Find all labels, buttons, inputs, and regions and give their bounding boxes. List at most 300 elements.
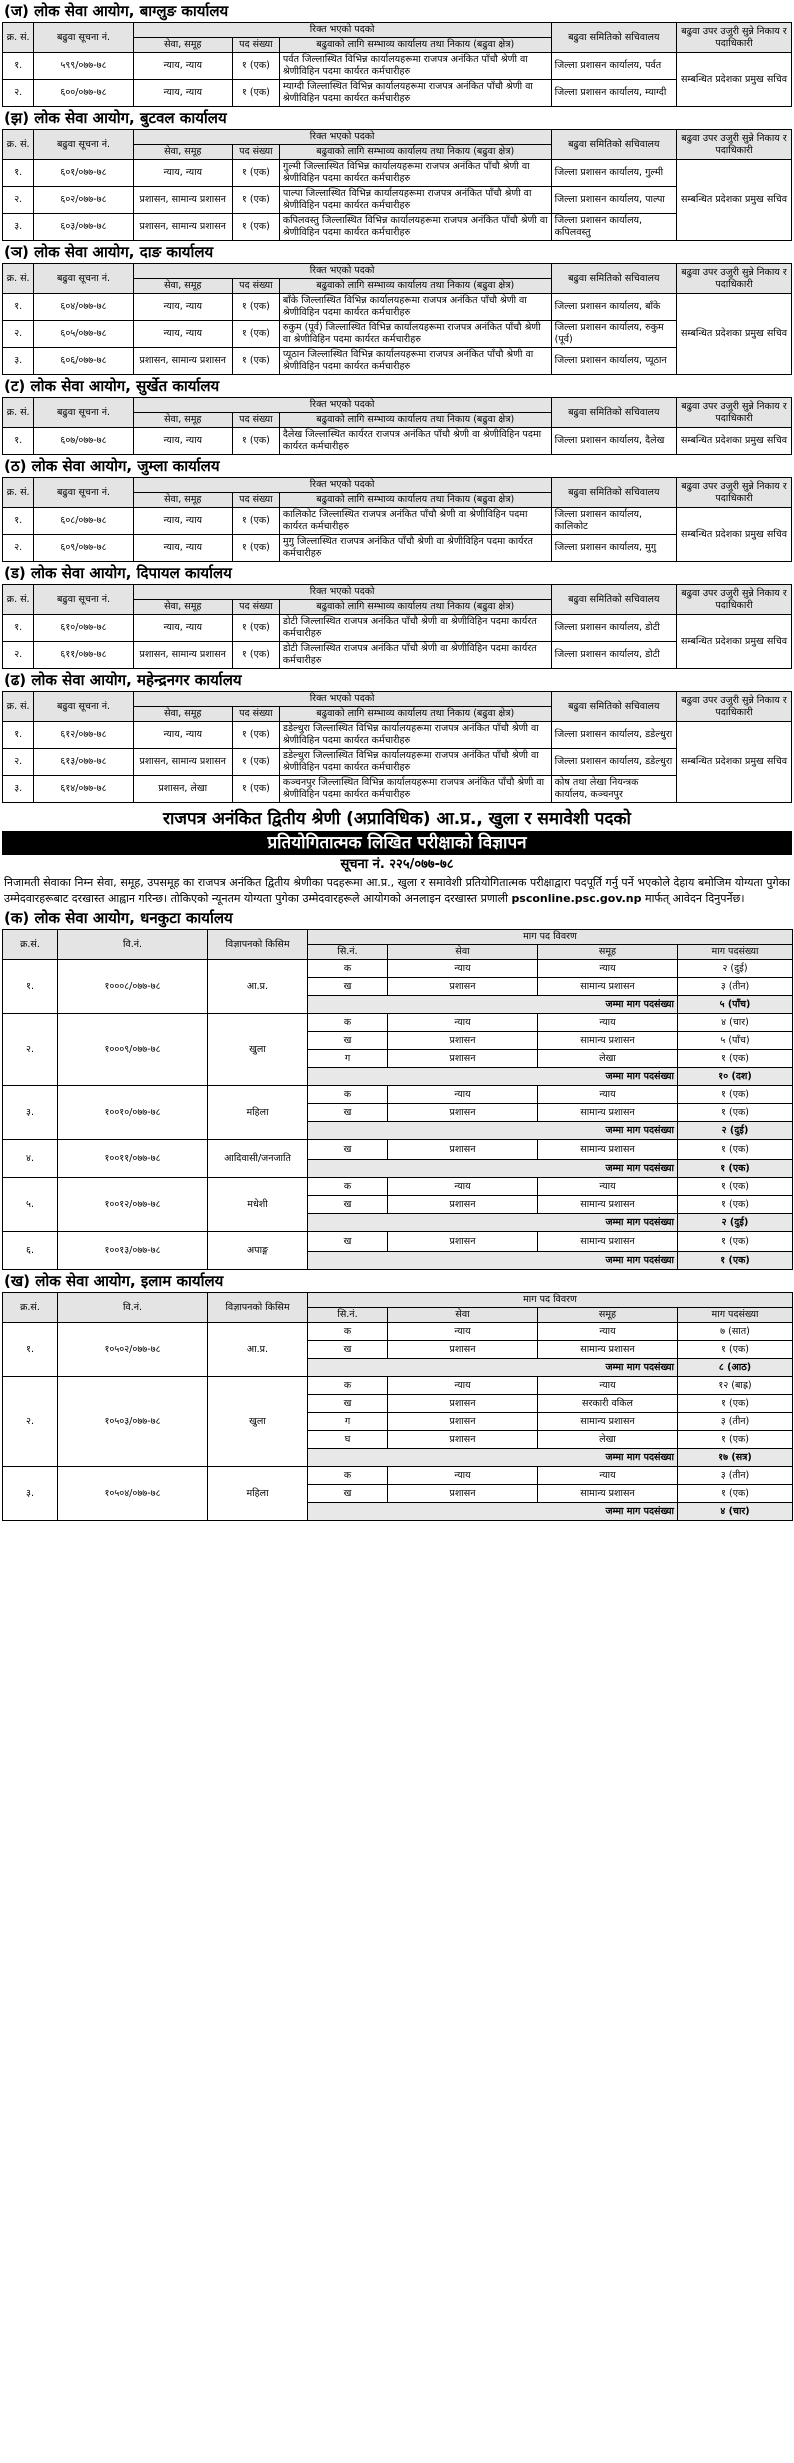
table-cell: ६०६/०७७-७८ <box>34 348 133 375</box>
table-cell: न्याय <box>388 1323 538 1341</box>
table-row <box>3 1086 793 1104</box>
header-vacancy: रिक्त भएको पदको <box>133 398 551 413</box>
table-cell: न्याय <box>538 1014 678 1032</box>
header-secretariat: बढुवा समितिको सचिवालय <box>551 23 676 53</box>
table-cell: १ (एक) <box>232 160 279 187</box>
table-cell: जिल्ला प्रशासन कार्यालय, डोटी <box>551 642 676 669</box>
table-cell: १ (एक) <box>678 1104 793 1122</box>
table-cell: प्रशासन <box>388 1104 538 1122</box>
table-cell: ३. <box>3 214 34 241</box>
table-cell: ३. <box>3 776 34 803</box>
header-eligibility: बढुवाको लागि सम्भाव्य कार्यालय तथा निकाय (बढुवा क्षेत्र) <box>279 707 551 722</box>
table-cell: प्रशासन, सामान्य प्रशासन <box>133 749 232 776</box>
ad-type-cell: अपाङ्ग <box>208 1232 308 1270</box>
banner-title: राजपत्र अनंकित द्वितीय श्रेणी (अप्राविधिक) आ.प्र., खुला र समावेशी पदको <box>163 809 631 829</box>
total-label: जम्मा माग पदसंख्या <box>308 996 678 1014</box>
table-cell: १ (एक) <box>232 535 279 562</box>
ad-number-cell: १००११/०७७-७८ <box>58 1140 208 1178</box>
table-cell: प्रशासन <box>388 1050 538 1068</box>
header-sn: क्र. सं. <box>3 23 34 53</box>
table-cell: जिल्ला प्रशासन कार्यालय, रुकुम (पूर्व) <box>551 321 676 348</box>
table-header <box>3 478 792 493</box>
ad-number-cell: १०५०३/०७७-७८ <box>58 1377 208 1467</box>
section-title: (ख) लोक सेवा आयोग, इलाम कार्यालय <box>4 1272 224 1290</box>
promotion-section <box>2 669 792 803</box>
header-sn: क्र.सं. <box>3 1293 58 1323</box>
header-group: समूह <box>538 945 678 960</box>
notice-number: सूचना नं. २२५/०७७-७८ <box>340 857 454 872</box>
table-cell: पर्वत जिल्लास्थित विभिन्न कार्यालयहरूमा राजपत्र अनंकित पाँचौ श्रेणी वा श्रेणीविहिन पदमा कार्यरत कर्मचारीहरु <box>279 53 551 80</box>
table-cell: १ (एक) <box>232 722 279 749</box>
table-cell: प्रशासन <box>388 1196 538 1214</box>
appeal-cell: सम्बन्धित प्रदेशका प्रमुख सचिव <box>677 53 792 107</box>
table-cell: क <box>308 1086 388 1104</box>
promotion-section <box>2 375 792 455</box>
table-cell: कोष तथा लेखा नियन्त्रक कार्यालय, कञ्चनपुर <box>551 776 676 803</box>
table-cell: न्याय, न्याय <box>133 321 232 348</box>
header-type: विज्ञापनको किसिम <box>208 930 308 960</box>
table-header <box>3 398 792 413</box>
promotion-section <box>2 241 792 375</box>
table-cell: न्याय <box>388 1467 538 1485</box>
header-adno: वि.नं. <box>58 1293 208 1323</box>
table-cell: क <box>308 1178 388 1196</box>
promotion-table <box>2 397 792 455</box>
table-row <box>3 722 792 749</box>
table-cell: जिल्ला प्रशासन कार्यालय, प्यूठान <box>551 348 676 375</box>
section-title: (ञ) लोक सेवा आयोग, दाङ कार्यालय <box>4 243 214 261</box>
table-cell: १ (एक) <box>678 1485 793 1503</box>
table-row <box>3 508 792 535</box>
table-cell: २. <box>3 321 34 348</box>
table-cell: जिल्ला प्रशासन कार्यालय, म्याग्दी <box>551 80 676 107</box>
header-count: पद संख्या <box>232 707 279 722</box>
header-vacancy: रिक्त भएको पदको <box>133 692 551 707</box>
header-count: पद संख्या <box>232 279 279 294</box>
header-vacancy: रिक्त भएको पदको <box>133 478 551 493</box>
promotion-table <box>2 129 792 241</box>
ad-type-cell: आ.प्र. <box>208 1323 308 1377</box>
header-eligibility: बढुवाको लागि सम्भाव्य कार्यालय तथा निकाय (बढुवा क्षेत्र) <box>279 38 551 53</box>
table-row <box>3 348 792 375</box>
table-cell: ६०३/०७७-७८ <box>34 214 133 241</box>
table-cell: न्याय, न्याय <box>133 535 232 562</box>
promotion-section <box>2 562 792 669</box>
table-cell: ५९९/०७७-७८ <box>34 53 133 80</box>
table-row <box>3 1377 793 1395</box>
table-cell: ४ (चार) <box>678 1014 793 1032</box>
table-cell: कपिलवस्तु जिल्लास्थित विभिन्न कार्यालयहरूमा राजपत्र अनंकित पाँचौ श्रेणी वा श्रेणीविहिन पदमा कार्यरत कर्मचारीहरु <box>279 214 551 241</box>
table-cell: न्याय, न्याय <box>133 615 232 642</box>
table-cell: ख <box>308 1196 388 1214</box>
table-cell: न्याय <box>388 1086 538 1104</box>
intro-paragraph <box>4 875 790 907</box>
table-row <box>3 749 792 776</box>
header-notice: बढुवा सूचना नं. <box>34 478 133 508</box>
table-cell: न्याय, न्याय <box>133 428 232 455</box>
header-appeal: बढुवा उपर उजुरी सुन्ने निकाय र पदाधिकारी <box>677 264 792 294</box>
table-cell: सामान्य प्रशासन <box>538 1413 678 1431</box>
table-cell: कालिकोट जिल्लास्थित राजपत्र अनंकित पाँचौ श्रेणी वा श्रेणीविहिन पदमा कार्यरत कर्मचारीहरु <box>279 508 551 535</box>
header-appeal: बढुवा उपर उजुरी सुन्ने निकाय र पदाधिकारी <box>677 585 792 615</box>
header-appeal: बढुवा उपर उजुरी सुन्ने निकाय र पदाधिकारी <box>677 478 792 508</box>
table-cell: १. <box>3 722 34 749</box>
header-demand: माग पद विवरण <box>308 1293 793 1308</box>
table-cell: जिल्ला प्रशासन कार्यालय, पाल्पा <box>551 187 676 214</box>
table-cell: ख <box>308 1341 388 1359</box>
ad-number-cell: १०००८/०७७-७८ <box>58 960 208 1014</box>
header-appeal: बढुवा उपर उजुरी सुन्ने निकाय र पदाधिकारी <box>677 692 792 722</box>
table-cell: क <box>308 1014 388 1032</box>
header-service: सेवा, समूह <box>133 279 232 294</box>
header-eligibility: बढुवाको लागि सम्भाव्य कार्यालय तथा निकाय (बढुवा क्षेत्र) <box>279 600 551 615</box>
table-row <box>3 1323 793 1341</box>
table-row <box>3 960 793 978</box>
table-cell: १ (एक) <box>232 294 279 321</box>
appeal-cell: सम्बन्धित प्रदेशका प्रमुख सचिव <box>677 508 792 562</box>
ad-type-cell: आ.प्र. <box>208 960 308 1014</box>
exam-table <box>2 1292 793 1521</box>
header-eligibility: बढुवाको लागि सम्भाव्य कार्यालय तथा निकाय (बढुवा क्षेत्र) <box>279 279 551 294</box>
table-header <box>3 692 792 707</box>
table-cell: ६०८/०७७-७८ <box>34 508 133 535</box>
serial-cell: २. <box>3 1377 58 1467</box>
table-cell: पाल्पा जिल्लास्थित विभिन्न कार्यालयहरूमा राजपत्र अनंकित पाँचौ श्रेणी वा श्रेणीविहिन पदमा कार्यरत कर्मचारीहरु <box>279 187 551 214</box>
table-cell: २. <box>3 535 34 562</box>
table-cell: १ (एक) <box>678 1431 793 1449</box>
table-cell: प्रशासन <box>388 1140 538 1160</box>
table-cell: सामान्य प्रशासन <box>538 1341 678 1359</box>
table-cell: १ (एक) <box>232 642 279 669</box>
table-row <box>3 1140 793 1160</box>
total-label: जम्मा माग पदसंख्या <box>308 1449 678 1467</box>
header-notice: बढुवा सूचना नं. <box>34 264 133 294</box>
table-cell: २. <box>3 80 34 107</box>
promotion-table <box>2 263 792 375</box>
serial-cell: ५. <box>3 1178 58 1232</box>
table-cell: १ (एक) <box>678 1341 793 1359</box>
table-cell: जिल्ला प्रशासन कार्यालय, डडेल्धुरा <box>551 722 676 749</box>
table-cell: १. <box>3 294 34 321</box>
section-title: (ज) लोक सेवा आयोग, बाग्लुङ कार्यालय <box>4 2 229 20</box>
ad-type-cell: आदिवासी/जनजाति <box>208 1140 308 1178</box>
header-count: माग पदसंख्या <box>678 1308 793 1323</box>
table-row <box>3 321 792 348</box>
table-cell: प्रशासन, लेखा <box>133 776 232 803</box>
table-cell: सामान्य प्रशासन <box>538 1196 678 1214</box>
table-cell: दैलेख जिल्लास्थित कार्यरत राजपत्र अनंकित पाँचौ श्रेणी वा श्रेणीविहिन पदमा कार्यरत कर्मचारीहरु <box>279 428 551 455</box>
promotion-table <box>2 22 792 107</box>
promotion-section <box>2 455 792 562</box>
section-title: (झ) लोक सेवा आयोग, बुटवल कार्यालय <box>4 109 227 127</box>
table-cell: प्रशासन <box>388 1341 538 1359</box>
table-cell: ६१३/०७७-७८ <box>34 749 133 776</box>
header-vacancy: रिक्त भएको पदको <box>133 585 551 600</box>
ad-number-cell: १००१२/०७७-७८ <box>58 1178 208 1232</box>
table-cell: प्रशासन <box>388 1032 538 1050</box>
header-eligibility: बढुवाको लागि सम्भाव्य कार्यालय तथा निकाय (बढुवा क्षेत्र) <box>279 413 551 428</box>
header-secretariat: बढुवा समितिको सचिवालय <box>551 130 676 160</box>
table-cell: प्रशासन <box>388 1413 538 1431</box>
table-cell: १२ (बाह्र) <box>678 1377 793 1395</box>
header-vacancy: रिक्त भएको पदको <box>133 130 551 145</box>
table-cell: ३ (तीन) <box>678 978 793 996</box>
header-count: पद संख्या <box>232 493 279 508</box>
table-cell: १ (एक) <box>678 1395 793 1413</box>
table-cell: ६०९/०७७-७८ <box>34 535 133 562</box>
header-notice: बढुवा सूचना नं. <box>34 692 133 722</box>
table-cell: ग <box>308 1413 388 1431</box>
table-cell: २. <box>3 642 34 669</box>
total-value: १७ (सत्र) <box>678 1449 793 1467</box>
table-cell: १ (एक) <box>232 80 279 107</box>
header-notice: बढुवा सूचना नं. <box>34 130 133 160</box>
table-cell: ३ (तीन) <box>678 1467 793 1485</box>
table-header <box>3 930 793 945</box>
table-cell: १. <box>3 53 34 80</box>
table-row <box>3 160 792 187</box>
table-cell: १ (एक) <box>232 776 279 803</box>
table-cell: ६०१/०७७-७८ <box>34 160 133 187</box>
table-row <box>3 776 792 803</box>
table-cell: सामान्य प्रशासन <box>538 1104 678 1122</box>
table-cell: क <box>308 960 388 978</box>
promotion-section <box>2 107 792 241</box>
table-cell: सामान्य प्रशासन <box>538 978 678 996</box>
serial-cell: १. <box>3 1323 58 1377</box>
header-secretariat: बढुवा समितिको सचिवालय <box>551 692 676 722</box>
table-cell: न्याय <box>388 1377 538 1395</box>
table-row <box>3 1467 793 1485</box>
ad-type-cell: खुला <box>208 1377 308 1467</box>
table-header <box>3 585 792 600</box>
ad-number-cell: १००१३/०७७-७८ <box>58 1232 208 1270</box>
ad-number-cell: १०५०४/०७७-७८ <box>58 1467 208 1521</box>
table-cell: न्याय <box>538 1086 678 1104</box>
table-cell: जिल्ला प्रशासन कार्यालय, डडेल्धुरा <box>551 749 676 776</box>
table-cell: १ (एक) <box>678 1140 793 1160</box>
table-row <box>3 428 792 455</box>
table-cell: जिल्ला प्रशासन कार्यालय, कपिलवस्तु <box>551 214 676 241</box>
table-cell: १. <box>3 508 34 535</box>
table-cell: न्याय, न्याय <box>133 80 232 107</box>
table-cell: १ (एक) <box>232 615 279 642</box>
table-cell: प्रशासन <box>388 1485 538 1503</box>
header-notice: बढुवा सूचना नं. <box>34 23 133 53</box>
ad-number-cell: १०००९/०७७-७८ <box>58 1014 208 1086</box>
header-notice: बढुवा सूचना नं. <box>34 398 133 428</box>
section-title: (क) लोक सेवा आयोग, धनकुटा कार्यालय <box>4 909 233 927</box>
intro-text: निजामती सेवाका निम्न सेवा, समूह, उपसमूह का राजपत्र अनंकित द्वितीय श्रेणीका पदहरूमा आ.प्र., खुला र समावेशी प्रतियोगितात्मक परीक्षाद्वारा पदपूर्ति गर्नु पर्ने भएकोले देहाय बमोजिम योग्यता पुगेका उम्मेदवारहरूबाट दरखास्त आह्वान गरिन्छ। तोकिएको न्यूनतम योग्यता पुगेका उम्मेदवारहरूले आयोगको अनलाइन दरखास्त प्रणाली <box>4 876 790 905</box>
ad-number-cell: १००१०/०७७-७८ <box>58 1086 208 1140</box>
total-value: २ (दुई) <box>678 1214 793 1232</box>
table-cell: ६०७/०७७-७८ <box>34 428 133 455</box>
table-cell: प्रशासन, सामान्य प्रशासन <box>133 187 232 214</box>
table-cell: न्याय <box>538 960 678 978</box>
table-cell: १ (एक) <box>678 1050 793 1068</box>
header-shi: सि.नं. <box>308 945 388 960</box>
section-title: (ट) लोक सेवा आयोग, सुर्खेत कार्यालय <box>4 377 220 395</box>
table-cell: ख <box>308 1140 388 1160</box>
table-cell: क <box>308 1467 388 1485</box>
header-demand: माग पद विवरण <box>308 930 793 945</box>
table-cell: १ (एक) <box>232 187 279 214</box>
table-cell: २ (दुई) <box>678 960 793 978</box>
intro-end: मार्फत् आवेदन दिनुपर्नेछ। <box>645 892 745 905</box>
table-row <box>3 53 792 80</box>
table-cell: सामान्य प्रशासन <box>538 1485 678 1503</box>
table-cell: डडेल्धुरा जिल्लास्थित विभिन्न कार्यालयहरूमा राजपत्र अनंकित पाँचौ श्रेणी वा श्रेणीविहिन पदमा कार्यरत कर्मचारीहरु <box>279 749 551 776</box>
table-cell: जिल्ला प्रशासन कार्यालय, पर्वत <box>551 53 676 80</box>
table-cell: क <box>308 1377 388 1395</box>
header-count: पद संख्या <box>232 145 279 160</box>
table-cell: न्याय <box>538 1323 678 1341</box>
table-cell: सामान्य प्रशासन <box>538 1232 678 1252</box>
table-cell: ५ (पाँच) <box>678 1032 793 1050</box>
header-sn: क्र. सं. <box>3 264 34 294</box>
table-row <box>3 642 792 669</box>
serial-cell: ६. <box>3 1232 58 1270</box>
header-service: सेवा, समूह <box>133 38 232 53</box>
header-appeal: बढुवा उपर उजुरी सुन्ने निकाय र पदाधिकारी <box>677 23 792 53</box>
ad-type-cell: मधेशी <box>208 1178 308 1232</box>
table-row <box>3 1014 793 1032</box>
header-count: पद संख्या <box>232 413 279 428</box>
table-cell: १ (एक) <box>232 348 279 375</box>
table-cell: मुगु जिल्लास्थित राजपत्र अनंकित पाँचौ श्रेणी वा श्रेणीविहिन पदमा कार्यरत कर्मचारीहरु <box>279 535 551 562</box>
header-secretariat: बढुवा समितिको सचिवालय <box>551 478 676 508</box>
table-cell: कञ्चनपुर जिल्लास्थित विभिन्न कार्यालयहरूमा राजपत्र अनंकित पाँचौ श्रेणी वा श्रेणीविहिन पदमा कार्यरत कर्मचारीहरु <box>279 776 551 803</box>
table-cell: ६००/०७७-७८ <box>34 80 133 107</box>
table-cell: १ (एक) <box>678 1196 793 1214</box>
header-type: विज्ञापनको किसिम <box>208 1293 308 1323</box>
total-value: ४ (चार) <box>678 1503 793 1521</box>
table-cell: ६०५/०७७-७८ <box>34 321 133 348</box>
header-sn: क्र. सं. <box>3 130 34 160</box>
header-service: सेवा <box>388 1308 538 1323</box>
serial-cell: १. <box>3 960 58 1014</box>
table-cell: १ (एक) <box>232 53 279 80</box>
table-row <box>3 187 792 214</box>
table-cell: ख <box>308 1104 388 1122</box>
table-row <box>3 80 792 107</box>
header-vacancy: रिक्त भएको पदको <box>133 264 551 279</box>
table-cell: प्रशासन <box>388 1431 538 1449</box>
table-cell: ६०२/०७७-७८ <box>34 187 133 214</box>
total-value: ८ (आठ) <box>678 1359 793 1377</box>
header-count: पद संख्या <box>232 38 279 53</box>
table-cell: प्रशासन, सामान्य प्रशासन <box>133 348 232 375</box>
total-label: जम्मा माग पदसंख्या <box>308 1122 678 1140</box>
table-cell: लेखा <box>538 1431 678 1449</box>
header-service: सेवा <box>388 945 538 960</box>
total-value: १ (एक) <box>678 1160 793 1178</box>
table-cell: प्रशासन, सामान्य प्रशासन <box>133 214 232 241</box>
header-service: सेवा, समूह <box>133 493 232 508</box>
table-cell: १. <box>3 428 34 455</box>
promotion-section <box>2 0 792 107</box>
table-cell: घ <box>308 1431 388 1449</box>
exam-section <box>2 1270 792 1521</box>
table-cell: ६११/०७७-७८ <box>34 642 133 669</box>
table-cell: न्याय, न्याय <box>133 508 232 535</box>
table-cell: सामान्य प्रशासन <box>538 1140 678 1160</box>
header-notice: बढुवा सूचना नं. <box>34 585 133 615</box>
table-cell: रुकुम (पूर्व) जिल्लास्थित विभिन्न कार्यालयहरूमा राजपत्र अनंकित पाँचौ श्रेणी वा श्रेणीविहिन पदमा कार्यरत कर्मचारीहरु <box>279 321 551 348</box>
ad-type-cell: महिला <box>208 1086 308 1140</box>
table-cell: डोटी जिल्लास्थित राजपत्र अनंकित पाँचौ श्रेणी वा श्रेणीविहिन पदमा कार्यरत कर्मचारीहरु <box>279 615 551 642</box>
section-title: (ठ) लोक सेवा आयोग, जुम्ला कार्यालय <box>4 457 220 475</box>
table-header <box>3 1293 793 1308</box>
table-header <box>3 264 792 279</box>
table-cell: जिल्ला प्रशासन कार्यालय, गुल्मी <box>551 160 676 187</box>
serial-cell: ३. <box>3 1467 58 1521</box>
table-cell: गुल्मी जिल्लास्थित विभिन्न कार्यालयहरूमा राजपत्र अनंकित पाँचौ श्रेणी वा श्रेणीविहिन पदमा कार्यरत कर्मचारीहरु <box>279 160 551 187</box>
table-row <box>3 1232 793 1252</box>
promotion-table <box>2 477 792 562</box>
table-cell: ६१०/०७७-७८ <box>34 615 133 642</box>
table-cell: जिल्ला प्रशासन कार्यालय, मुगु <box>551 535 676 562</box>
table-cell: बाँके जिल्लास्थित विभिन्न कार्यालयहरूमा राजपत्र अनंकित पाँचौ श्रेणी वा श्रेणीविहिन पदमा कार्यरत कर्मचारीहरु <box>279 294 551 321</box>
header-adno: वि.नं. <box>58 930 208 960</box>
banner-subtitle: प्रतियोगितात्मक लिखित परीक्षाको विज्ञापन <box>2 831 792 855</box>
total-label: जम्मा माग पदसंख्या <box>308 1214 678 1232</box>
section-title: (ढ) लोक सेवा आयोग, महेन्द्रनगर कार्यालय <box>4 671 242 689</box>
table-header <box>3 130 792 145</box>
table-cell: डडेल्धुरा जिल्लास्थित विभिन्न कार्यालयहरूमा राजपत्र अनंकित पाँचौ श्रेणी वा श्रेणीविहिन पदमा कार्यरत कर्मचारीहरु <box>279 722 551 749</box>
table-cell: १ (एक) <box>232 508 279 535</box>
table-row <box>3 214 792 241</box>
total-label: जम्मा माग पदसंख्या <box>308 1068 678 1086</box>
table-cell: ग <box>308 1050 388 1068</box>
header-appeal: बढुवा उपर उजुरी सुन्ने निकाय र पदाधिकारी <box>677 398 792 428</box>
table-cell: न्याय <box>538 1467 678 1485</box>
online-portal-link: psconline.psc.gov.np <box>511 892 642 905</box>
advertisement-banner <box>2 807 792 875</box>
table-cell: ख <box>308 1032 388 1050</box>
header-sn: क्र.सं. <box>3 930 58 960</box>
table-cell: जिल्ला प्रशासन कार्यालय, बाँके <box>551 294 676 321</box>
total-label: जम्मा माग पदसंख्या <box>308 1160 678 1178</box>
table-cell: न्याय <box>538 1377 678 1395</box>
total-label: जम्मा माग पदसंख्या <box>308 1503 678 1521</box>
header-eligibility: बढुवाको लागि सम्भाव्य कार्यालय तथा निकाय (बढुवा क्षेत्र) <box>279 493 551 508</box>
ad-number-cell: १०५०२/०७७-७८ <box>58 1323 208 1377</box>
table-cell: प्रशासन <box>388 978 538 996</box>
header-sn: क्र. सं. <box>3 585 34 615</box>
table-cell: न्याय, न्याय <box>133 53 232 80</box>
appeal-cell: सम्बन्धित प्रदेशका प्रमुख सचिव <box>677 615 792 669</box>
appeal-cell: सम्बन्धित प्रदेशका प्रमुख सचिव <box>677 722 792 803</box>
table-cell: ख <box>308 978 388 996</box>
table-cell: २. <box>3 749 34 776</box>
header-secretariat: बढुवा समितिको सचिवालय <box>551 264 676 294</box>
table-cell: १ (एक) <box>232 321 279 348</box>
header-secretariat: बढुवा समितिको सचिवालय <box>551 398 676 428</box>
exam-section <box>2 907 792 1270</box>
table-cell: प्रशासन, सामान्य प्रशासन <box>133 642 232 669</box>
header-eligibility: बढुवाको लागि सम्भाव्य कार्यालय तथा निकाय (बढुवा क्षेत्र) <box>279 145 551 160</box>
table-row <box>3 1178 793 1196</box>
table-cell: जिल्ला प्रशासन कार्यालय, कालिकोट <box>551 508 676 535</box>
table-cell: ख <box>308 1485 388 1503</box>
table-row <box>3 535 792 562</box>
appeal-cell: सम्बन्धित प्रदेशका प्रमुख सचिव <box>677 160 792 241</box>
table-cell: ७ (सात) <box>678 1323 793 1341</box>
header-shi: सि.नं. <box>308 1308 388 1323</box>
table-row <box>3 294 792 321</box>
appeal-cell: सम्बन्धित प्रदेशका प्रमुख सचिव <box>677 428 792 455</box>
